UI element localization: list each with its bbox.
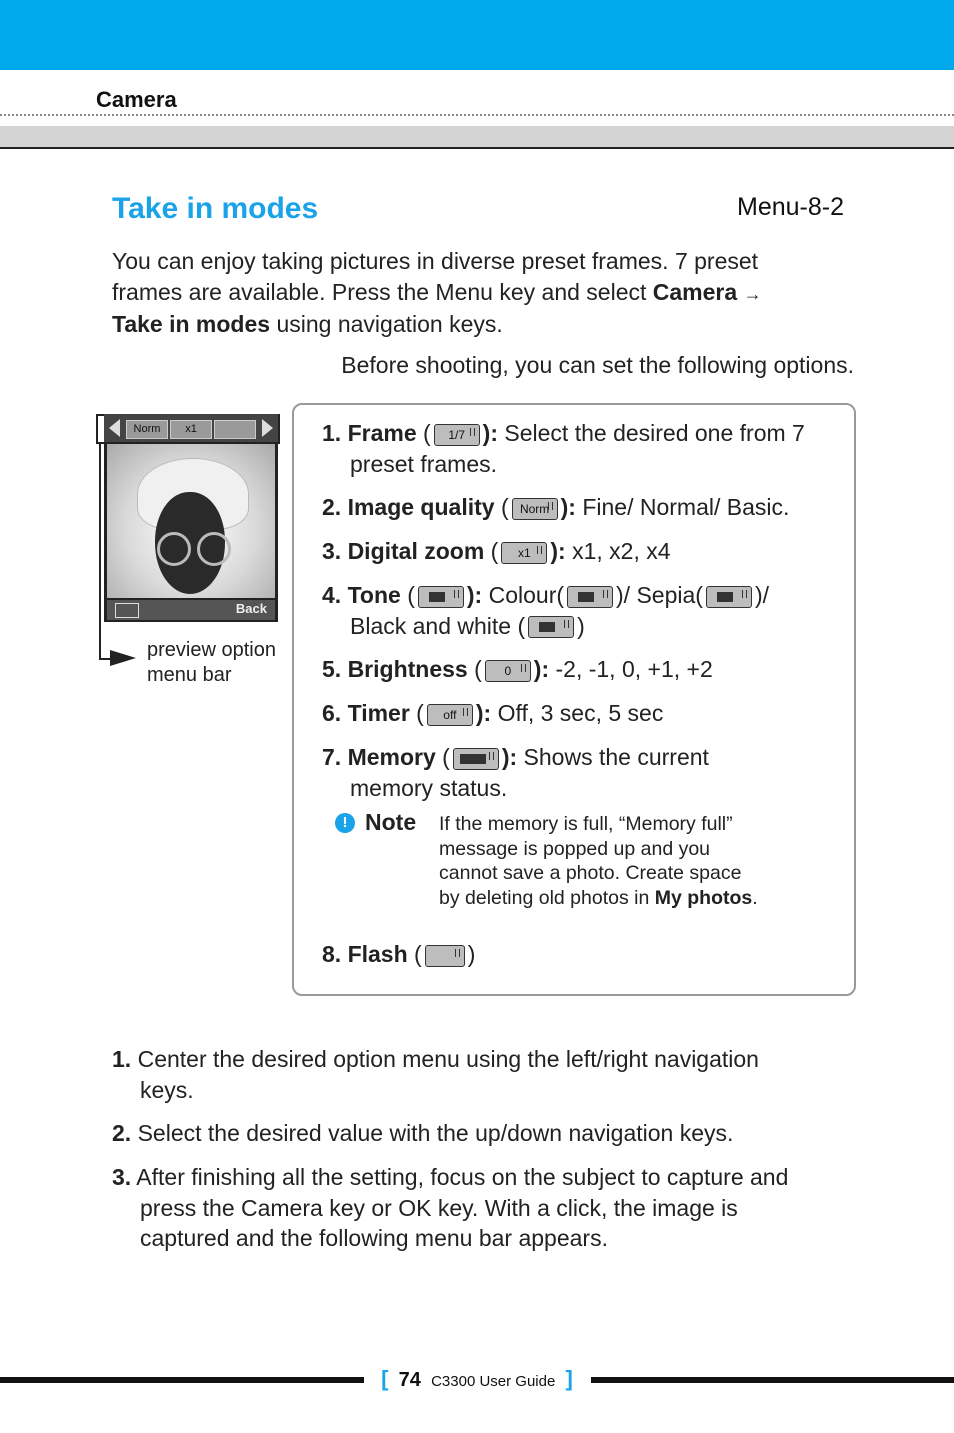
bw-label: Black and white (: [350, 612, 526, 639]
option-label: 5. Brightness: [322, 656, 468, 682]
callout-arrow-icon: [110, 650, 136, 666]
callout-line1: preview option: [147, 639, 276, 661]
paren-colon: ):: [475, 700, 492, 726]
option-tone: [322, 580, 842, 641]
back-softkey: Back: [235, 601, 267, 616]
footer-bracket: ]: [565, 1366, 573, 1391]
note-line: by deleting old photos in: [439, 886, 655, 909]
option-frame: [322, 418, 842, 479]
gallery-icon: [115, 603, 139, 618]
callout-label: [147, 638, 276, 688]
quality-tab: Norm: [126, 420, 168, 439]
option-digital-zoom: [322, 536, 842, 567]
colour-icon: [567, 586, 613, 608]
step-text: Select the desired value with the up/down navigation keys.: [131, 1120, 734, 1146]
option-timer: [322, 698, 842, 729]
timer-icon: off: [427, 704, 473, 726]
preview-image: [107, 444, 275, 598]
option-image-quality: [322, 492, 842, 523]
option-memory: [322, 742, 842, 803]
zoom-icon: x1: [501, 542, 547, 564]
step-1: [112, 1044, 852, 1105]
intro-take-in-modes: Take in modes: [112, 311, 271, 337]
intro-paragraph: [112, 246, 832, 340]
note-line: cannot save a photo. Create space: [439, 862, 742, 884]
step-text-cont: captured and the following menu bar appears.: [140, 1225, 608, 1251]
intro-camera: Camera: [652, 278, 738, 305]
option-label: 1. Frame: [322, 420, 417, 446]
note-line: If the memory is full, “Memory full”: [439, 813, 733, 835]
option-label: 6. Timer: [322, 700, 410, 726]
paren-colon: ):: [550, 538, 566, 564]
option-desc: Fine/ Normal/ Basic.: [575, 494, 790, 520]
brightness-icon: 0: [485, 660, 531, 682]
paren-colon: ):: [482, 420, 498, 446]
paren: ): [577, 612, 585, 639]
glasses-left: [157, 532, 191, 566]
paren-colon: ):: [466, 582, 483, 608]
section-label: Camera: [96, 87, 177, 112]
black-white-icon: [528, 616, 574, 638]
option-desc: Select the desired one from 7: [498, 420, 805, 446]
option-label: 8. Flash: [322, 941, 408, 967]
option-flash: [322, 939, 842, 970]
before-shooting-text: Before shooting, you can set the following options.: [341, 352, 854, 378]
arrow-icon: →: [743, 283, 762, 304]
top-color-bar: [0, 0, 954, 70]
right-arrow-icon: [262, 419, 273, 437]
quality-icon: Norm: [512, 498, 558, 520]
option-desc: x1, x2, x4: [565, 538, 671, 564]
note-text: [439, 812, 819, 910]
option-label: 3. Digital zoom: [322, 538, 485, 564]
page-title: Take in modes: [112, 192, 319, 225]
note-icon: !: [335, 813, 355, 833]
option-desc: )/: [754, 582, 770, 608]
paren: (: [467, 656, 482, 682]
step-number: 1.: [112, 1046, 132, 1072]
header-band: [0, 126, 954, 149]
step-2: [112, 1118, 852, 1149]
preview-option-bar: [104, 414, 278, 442]
frame-tab: [214, 420, 256, 439]
page-number: 74: [398, 1369, 421, 1391]
my-photos-label: My photos: [654, 886, 753, 909]
footer-bracket: [: [381, 1366, 389, 1391]
note-period: .: [752, 886, 758, 909]
paren: (: [409, 700, 424, 726]
paren: (: [407, 941, 422, 967]
option-brightness: [322, 654, 842, 685]
option-desc: Colour(: [482, 582, 565, 608]
step-text: After finishing all the setting, focus on the subject to capture and: [131, 1164, 789, 1190]
zoom-tab: x1: [170, 420, 212, 439]
step-3: [112, 1162, 852, 1254]
paren: (: [416, 420, 431, 446]
flash-icon: [425, 945, 465, 967]
menu-code: Menu-8-2: [737, 193, 844, 221]
step-text: Center the desired option menu using the left/right navigation: [131, 1046, 759, 1072]
option-label: 2. Image quality: [322, 494, 495, 520]
step-text-cont: press the Camera key or OK key. With a click, the image is: [140, 1194, 738, 1221]
frame-icon: 1/7: [434, 424, 480, 446]
paren: (: [484, 538, 499, 564]
option-desc: )/ Sepia(: [616, 582, 703, 608]
paren: (: [400, 582, 415, 608]
option-desc: Shows the current: [517, 744, 709, 770]
step-number: 2.: [112, 1120, 132, 1146]
left-arrow-icon: [109, 419, 120, 437]
note-label: Note: [365, 809, 417, 835]
option-label: 4. Tone: [322, 582, 401, 608]
intro-text-end: using navigation keys.: [270, 311, 503, 337]
dotted-divider: [0, 114, 954, 116]
note-line: message is popped up and you: [439, 837, 711, 860]
phone-softkey-bar: [107, 600, 275, 620]
option-desc: -2, -1, 0, +1, +2: [549, 656, 713, 682]
paren: (: [494, 494, 509, 520]
option-desc: Off, 3 sec, 5 sec: [491, 700, 664, 726]
guide-name: C3300 User Guide: [431, 1373, 556, 1390]
option-desc-cont: [322, 611, 842, 642]
step-text-cont: keys.: [140, 1076, 194, 1103]
tone-icon: [418, 586, 464, 608]
memory-icon: [453, 748, 499, 770]
paren: (: [435, 744, 450, 770]
callout-line2: menu bar: [147, 664, 232, 686]
paren-colon: ):: [533, 656, 550, 682]
option-desc-cont: preset frames.: [350, 450, 497, 477]
paren-colon: ):: [560, 494, 576, 520]
intro-text: You can enjoy taking pictures in diverse preset frames. 7 preset frames are available. Press the Menu key and select: [112, 248, 759, 305]
page-footer: [0, 1366, 954, 1392]
option-label: 7. Memory: [322, 744, 436, 770]
glasses-right: [197, 532, 231, 566]
paren-colon: ):: [501, 744, 518, 770]
option-desc-cont: memory status.: [350, 774, 508, 801]
callout-line: [99, 444, 101, 658]
sepia-icon: [706, 586, 752, 608]
paren: ): [467, 941, 476, 967]
phone-preview: [104, 414, 278, 622]
step-number: 3.: [112, 1164, 132, 1190]
